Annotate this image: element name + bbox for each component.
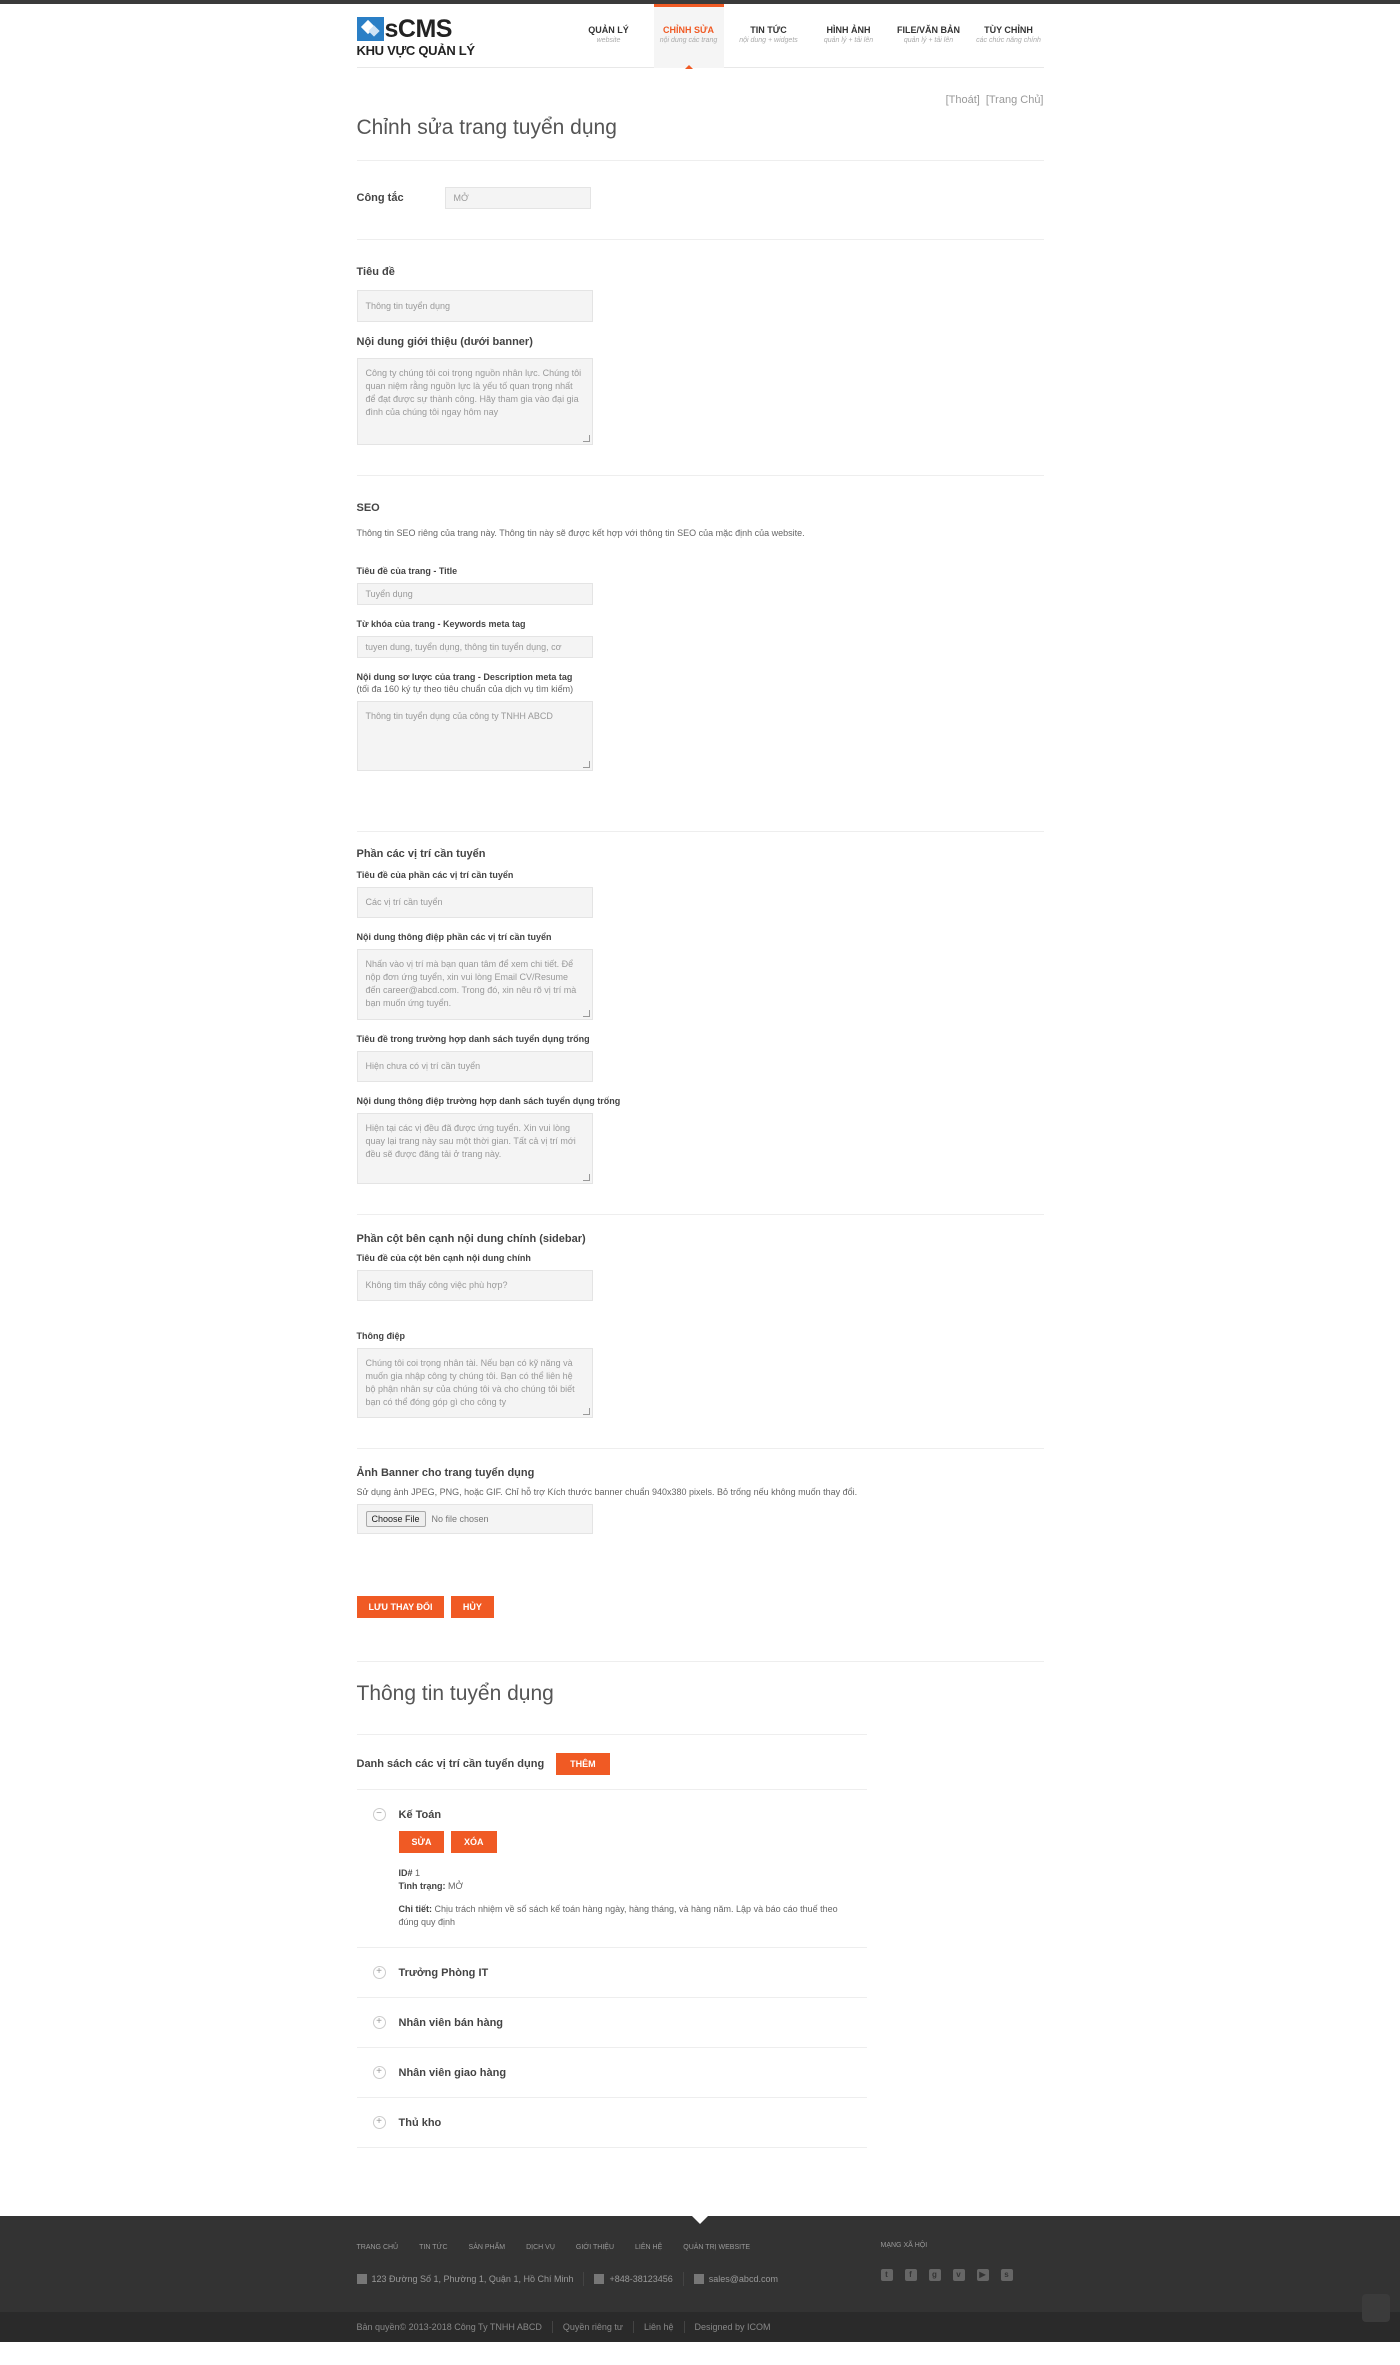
nav-title: CHỈNH SỬA bbox=[663, 25, 714, 35]
skype-icon[interactable]: s bbox=[1001, 2269, 1013, 2281]
job-header-ke-toan[interactable] bbox=[373, 1808, 867, 1821]
expand-icon: + bbox=[373, 2116, 386, 2129]
logo-icon bbox=[357, 17, 384, 41]
divider bbox=[583, 2272, 584, 2286]
twitter-icon[interactable]: t bbox=[881, 2269, 893, 2281]
footer-email[interactable]: sales@abcd.com bbox=[708, 2274, 778, 2284]
footer-bottom bbox=[0, 2312, 1400, 2342]
job-detail: Chịu trách nhiệm về số sách kế toán hàng ngày, hàng tháng, và hàng năm. Lập và báo cáo thuế theo đúng quy định bbox=[398, 1904, 838, 1927]
nav-subtitle: website bbox=[596, 37, 621, 44]
logo-brand: sCMS bbox=[384, 15, 452, 43]
switch-section bbox=[357, 161, 1044, 240]
nav-subtitle: nội dung các trang bbox=[659, 37, 718, 44]
switch-select[interactable]: MỞ bbox=[445, 187, 591, 209]
banner-section bbox=[357, 1449, 1044, 1534]
social-title: MẠNG XÃ HỘI bbox=[880, 2242, 928, 2249]
seo-section bbox=[357, 476, 1044, 832]
seo-heading: SEO bbox=[356, 502, 380, 514]
seo-description: Thông tin SEO riêng của trang này. Thông tin này sẽ được kết hợp với thông tin SEO của mặc định của website. bbox=[356, 528, 805, 538]
nav-title: TÙY CHỈNH bbox=[984, 25, 1033, 35]
footer-link[interactable]: SẢN PHẨM bbox=[468, 2244, 506, 2251]
list-item bbox=[357, 1998, 867, 2048]
list-item bbox=[357, 1948, 867, 1998]
footer-social bbox=[881, 2242, 1025, 2281]
jobs-list-label: Danh sách các vị trí cần tuyển dụng bbox=[356, 1758, 545, 1770]
delete-job-button[interactable]: XÓA bbox=[451, 1831, 497, 1853]
footer-link[interactable]: TRANG CHỦ bbox=[356, 2244, 399, 2251]
nav-subtitle: quản lý + tải lên bbox=[823, 37, 874, 44]
job-detail-label: Chi tiết: bbox=[398, 1904, 432, 1914]
empty-title-label: Tiêu đề trong trường hợp danh sách tuyển dụng trống bbox=[356, 1034, 590, 1044]
contact-link[interactable]: Liên hệ bbox=[643, 2322, 674, 2332]
header bbox=[357, 4, 1044, 68]
main-nav bbox=[574, 4, 1044, 68]
youtube-icon[interactable]: ▶ bbox=[977, 2269, 989, 2281]
job-name: Nhân viên bán hàng bbox=[398, 2016, 504, 2029]
positions-heading: Phần các vị trí cần tuyển bbox=[356, 848, 486, 860]
home-icon bbox=[357, 2274, 367, 2284]
footer-address: 123 Đường Số 1, Phường 1, Quận 1, Hồ Chí Minh bbox=[371, 2274, 574, 2284]
list-item bbox=[357, 2048, 867, 2098]
footer-link[interactable]: LIÊN HỆ bbox=[635, 2244, 663, 2251]
divider bbox=[684, 2321, 685, 2333]
job-name: Trưởng Phòng IT bbox=[398, 1966, 489, 1979]
footer-contact bbox=[357, 2272, 778, 2286]
choose-file-button[interactable]: Choose File bbox=[366, 1511, 426, 1527]
nav-item-hinh-anh[interactable] bbox=[814, 4, 884, 68]
facebook-icon[interactable]: f bbox=[905, 2269, 917, 2281]
list-item bbox=[357, 1790, 867, 1948]
seo-keywords-label: Từ khóa của trang - Keywords meta tag bbox=[356, 619, 526, 629]
empty-message-label: Nội dung thông điệp trường hợp danh sách tuyển dụng trống bbox=[356, 1096, 621, 1106]
nav-title: TIN TỨC bbox=[750, 25, 787, 35]
nav-item-chinh-sua[interactable] bbox=[654, 4, 724, 68]
switch-label: Công tắc bbox=[356, 192, 404, 204]
nav-item-quan-ly[interactable] bbox=[574, 4, 644, 68]
logo-subtitle: KHU VỰC QUẢN LÝ bbox=[356, 43, 475, 58]
title-label: Tiêu đề bbox=[356, 266, 395, 278]
cancel-button[interactable]: HỦY bbox=[451, 1596, 494, 1618]
sidebar-message-label: Thông điệp bbox=[356, 1331, 405, 1341]
footer-links bbox=[357, 2244, 772, 2251]
google-plus-icon[interactable]: g bbox=[929, 2269, 941, 2281]
nav-subtitle: các chức năng chính bbox=[976, 37, 1041, 44]
home-link[interactable]: [Trang Chủ] bbox=[985, 94, 1044, 106]
jobs-list-header bbox=[357, 1734, 867, 1790]
nav-item-file-van-ban[interactable] bbox=[894, 4, 964, 68]
footer-phone: +848-38123456 bbox=[609, 2274, 673, 2284]
expand-icon: + bbox=[373, 1966, 386, 1979]
positions-message-label: Nội dung thông điệp phần các vị trí cần tuyển bbox=[356, 932, 552, 942]
save-button[interactable]: LƯU THAY ĐỔI bbox=[357, 1596, 445, 1618]
intro-section bbox=[357, 240, 1044, 476]
nav-title: HÌNH ẢNH bbox=[826, 25, 871, 35]
banner-file-input bbox=[357, 1504, 593, 1534]
list-item bbox=[357, 2098, 867, 2148]
job-header[interactable] bbox=[373, 1966, 867, 1979]
job-id-row bbox=[399, 1867, 867, 1880]
nav-title: FILE/VĂN BẢN bbox=[897, 25, 960, 35]
job-detail-row bbox=[399, 1903, 839, 1929]
footer bbox=[0, 2216, 1400, 2342]
job-id-label: ID# bbox=[398, 1868, 413, 1878]
top-links bbox=[357, 94, 1044, 106]
intro-content-label: Nội dung giới thiệu (dưới banner) bbox=[356, 336, 533, 348]
jobs-list bbox=[357, 1734, 867, 2148]
seo-desc-hint: (tối đa 160 ký tự theo tiêu chuẩn của dịch vụ tìm kiếm) bbox=[356, 684, 574, 694]
footer-link[interactable]: GIỚI THIỆU bbox=[575, 2244, 615, 2251]
seo-title-label: Tiêu đề của trang - Title bbox=[356, 566, 458, 576]
nav-item-tin-tuc[interactable] bbox=[734, 4, 804, 68]
job-name: Nhân viên giao hàng bbox=[398, 2066, 507, 2079]
job-header[interactable] bbox=[373, 2066, 867, 2079]
intro-content-textarea[interactable]: Công ty chúng tôi coi trọng nguồn nhân lực. Chúng tôi quan niệm rằng nguồn lực là yếu tố quan trọng nhất để đạt được sự thành công. Hãy tham gia vào đại gia đình của chúng tôi ngay hôm nay bbox=[357, 358, 593, 445]
job-status-row bbox=[399, 1880, 867, 1893]
sidebar-title-input[interactable]: Không tìm thấy công việc phù hợp? bbox=[357, 1270, 593, 1301]
sidebar-message-textarea[interactable]: Chúng tôi coi trọng nhân tài. Nếu bạn có kỹ năng và muốn gia nhập công ty chúng tôi. Bạn có thể liên hệ bộ phận nhân sự của chúng tôi và cho chúng tôi biết bạn có thể đóng góp gì cho công ty bbox=[357, 1348, 593, 1418]
seo-keywords-input[interactable]: tuyen dung, tuyển dụng, thông tin tuyển dụng, cơ bbox=[357, 636, 593, 658]
expand-icon: + bbox=[373, 2016, 386, 2029]
job-status: MỞ bbox=[448, 1881, 464, 1891]
back-to-top-button[interactable] bbox=[1362, 2294, 1390, 2322]
add-job-button[interactable]: THÊM bbox=[556, 1753, 610, 1775]
seo-desc-label: Nội dung sơ lược của trang - Description meta tag bbox=[356, 672, 573, 682]
positions-section bbox=[357, 832, 1044, 1215]
divider bbox=[552, 2321, 553, 2333]
banner-heading: Ảnh Banner cho trang tuyển dụng bbox=[356, 1467, 535, 1479]
nav-title: QUẢN LÝ bbox=[588, 25, 629, 35]
edit-job-button[interactable]: SỬA bbox=[399, 1831, 445, 1853]
mail-icon bbox=[694, 2274, 704, 2284]
jobs-title: Thông tin tuyển dụng bbox=[356, 1682, 554, 1705]
positions-title-label: Tiêu đề của phần các vị trí cần tuyển bbox=[356, 870, 514, 880]
logo[interactable] bbox=[357, 17, 475, 58]
title-input[interactable]: Thông tin tuyển dụng bbox=[357, 290, 593, 322]
designed-by: Designed by ICOM bbox=[694, 2322, 771, 2332]
privacy-link[interactable]: Quyền riêng tư bbox=[562, 2322, 623, 2332]
page-title: Chỉnh sửa trang tuyển dụng bbox=[357, 116, 1044, 161]
nav-subtitle: nội dung + widgets bbox=[739, 37, 798, 44]
seo-title-input[interactable]: Tuyển dụng bbox=[357, 583, 593, 605]
job-id: 1 bbox=[415, 1868, 421, 1878]
divider bbox=[633, 2321, 634, 2333]
footer-link[interactable]: DỊCH VỤ bbox=[526, 2244, 555, 2251]
form-actions bbox=[357, 1596, 1044, 1662]
empty-message-textarea[interactable]: Hiện tại các vị đều đã được ứng tuyển. Xin vui lòng quay lại trang này sau một thời gian. Tất cả vị trí mới đều sẽ được đăng tải ở trang này. bbox=[357, 1113, 593, 1184]
nav-subtitle: quản lý + tải lên bbox=[903, 37, 954, 44]
copyright: Bản quyền© 2013-2018 Công Ty TNHH ABCD bbox=[356, 2322, 542, 2332]
no-file-text: No file chosen bbox=[431, 1514, 489, 1524]
footer-link[interactable]: QUẢN TRỊ WEBSITE bbox=[683, 2244, 751, 2251]
empty-title-input[interactable]: Hiện chưa có vị trí cần tuyển bbox=[357, 1051, 593, 1082]
logout-link[interactable]: [Thoát] bbox=[945, 94, 980, 106]
job-name: Thủ kho bbox=[398, 2116, 442, 2129]
banner-description: Sử dụng ảnh JPEG, PNG, hoặc GIF. Chỉ hỗ trợ Kích thước banner chuẩn 940x380 pixels. Bỏ trống nếu không muốn thay đổi. bbox=[356, 1487, 858, 1497]
collapse-icon: − bbox=[373, 1808, 386, 1821]
phone-icon bbox=[594, 2274, 604, 2284]
positions-title-input[interactable]: Các vị trí cần tuyển bbox=[357, 887, 593, 918]
seo-desc-textarea[interactable]: Thông tin tuyển dụng của công ty TNHH ABCD bbox=[357, 701, 593, 771]
footer-link[interactable]: TIN TỨC bbox=[419, 2244, 448, 2251]
expand-icon: + bbox=[373, 2066, 386, 2079]
job-header[interactable] bbox=[373, 2016, 867, 2029]
job-details bbox=[373, 1831, 867, 1929]
job-name: Kế Toán bbox=[398, 1808, 442, 1821]
sidebar-title-label: Tiêu đề của cột bên cạnh nội dung chính bbox=[356, 1253, 531, 1263]
job-status-label: Tình trạng: bbox=[398, 1881, 446, 1891]
nav-item-tuy-chinh[interactable] bbox=[974, 4, 1044, 68]
divider bbox=[683, 2272, 684, 2286]
sidebar-section bbox=[357, 1215, 1044, 1449]
job-header[interactable] bbox=[373, 2116, 867, 2129]
positions-message-textarea[interactable]: Nhấn vào vị trí mà bạn quan tâm để xem chi tiết. Để nộp đơn ứng tuyển, xin vui lòng Email CV/Resume đến career@abcd.com. Trong đó, xin nêu rõ vị trí mà bạn muốn ứng tuyển. bbox=[357, 949, 593, 1020]
vimeo-icon[interactable]: v bbox=[953, 2269, 965, 2281]
sidebar-heading: Phần cột bên cạnh nội dung chính (sidebar) bbox=[356, 1233, 586, 1245]
